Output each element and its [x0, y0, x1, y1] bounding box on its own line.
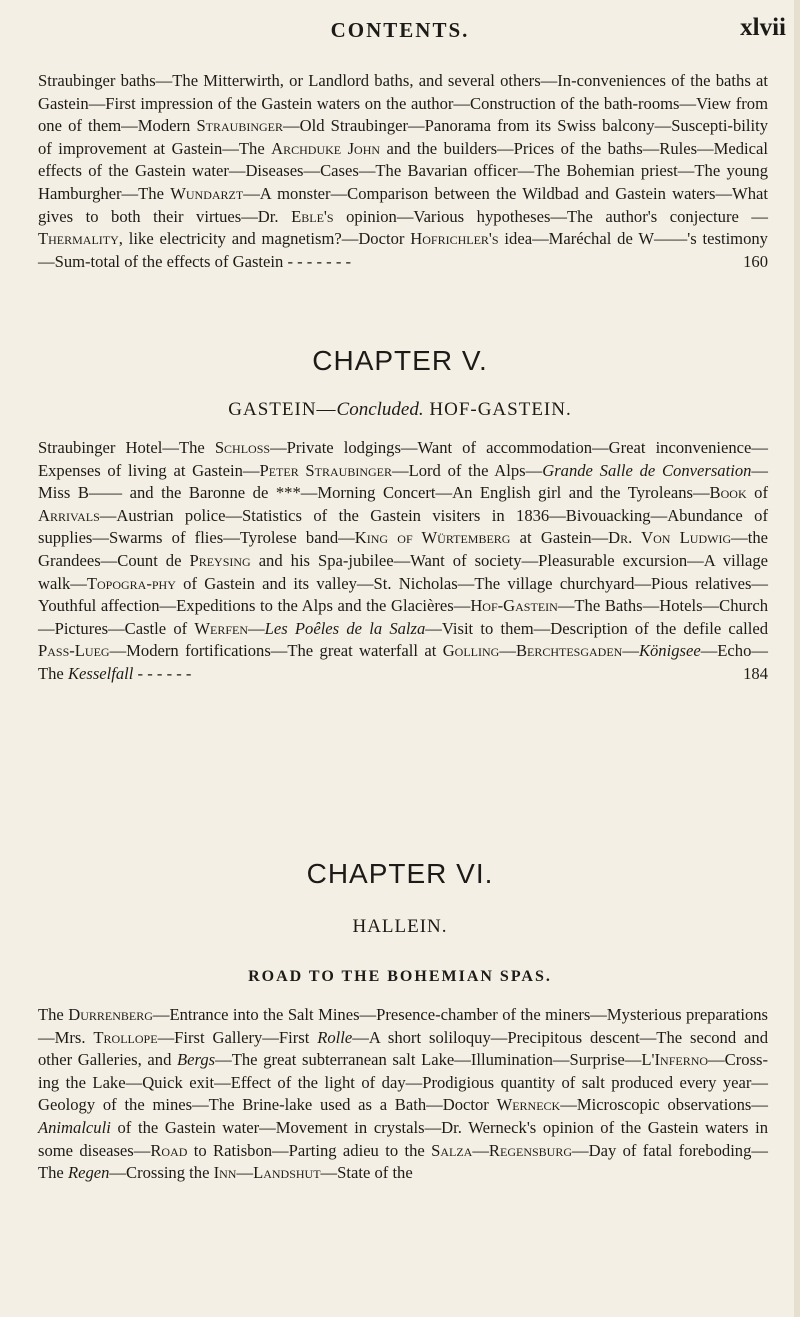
text: —Lord of the Alps— [392, 460, 543, 480]
chapter6-summary [38, 1004, 768, 1185]
text: Straubinger Hotel—The [38, 438, 215, 457]
text: —State of the [320, 1163, 413, 1183]
small-caps: Dr. Von Ludwig [608, 528, 732, 548]
chapter5-heading: CHAPTER V. [312, 345, 488, 376]
text: —Crossing the [109, 1163, 214, 1183]
text: —A short soliloquy—Precipitous descent—The second and other Galleries, and [38, 1027, 769, 1070]
small-caps: King of Würtemberg [354, 528, 511, 548]
text: —Private lodgings—Want of accommodation—Great inconvenience—Expenses of living at Gastein— [38, 438, 768, 480]
text: of Gastein and its valley—St. Nicholas—The village churchyard—Pious relatives—Youthful affection—Expeditions to the Alps and the Glacières— [38, 573, 768, 616]
small-caps: Werneck [496, 1095, 561, 1115]
small-caps: Inn [213, 1163, 237, 1183]
small-caps: Trollope [93, 1027, 158, 1047]
chapter5-subtitle [0, 399, 800, 421]
chapter4-summary [38, 70, 768, 273]
text: —Modern fortifications—The great waterfall at [109, 641, 443, 661]
italic: Königsee [638, 641, 701, 661]
text: —Old Straubinger—Panorama from its Swiss balcony—Suscepti-bility of improvement at Gastein—The [38, 116, 768, 158]
text: - - - - - - [133, 663, 192, 683]
page-edge [794, 0, 800, 1317]
italic: Rolle [317, 1027, 353, 1047]
text: — [248, 618, 265, 638]
small-caps: Inferno [654, 1050, 709, 1070]
small-caps: Regensburg [488, 1140, 572, 1160]
small-caps: Schloss [214, 438, 271, 457]
italic: Kesselfall [67, 663, 134, 683]
text: —Microscopic observations— [560, 1095, 768, 1115]
small-caps: Thermality, [38, 229, 123, 249]
small-caps: Salza [431, 1140, 473, 1160]
text: HOF-GASTEIN. [423, 399, 572, 420]
text: —First Gallery—First [157, 1027, 318, 1047]
text: like electricity and magnetism?—Doctor [122, 229, 411, 249]
italic: Regen [67, 1163, 110, 1183]
text: opinion—Various hypotheses—The author's conjecture — [333, 206, 768, 226]
small-caps: Preysing [189, 550, 251, 570]
small-caps: Eble's [291, 206, 334, 226]
small-caps: Hofrichler's [410, 229, 499, 249]
text: — [622, 641, 639, 661]
italic: Bergs [177, 1050, 216, 1070]
text: Straubinger baths—The Mitterwirth, or Landlord baths, and several others—In-conveniences of the baths at Gastein—First impression of the Gastein waters on the author—Construction of the bath-rooms—View from one of them—Modern [38, 71, 768, 136]
text: of the Gastein water—Movement in crystals—Dr. Werneck's opinion of the Gastein waters in some diseases— [38, 1117, 768, 1160]
chapter6-subtitle: ROAD TO THE BOHEMIAN SPAS. [248, 968, 552, 985]
chapter4-page-ref: 160 [743, 251, 768, 271]
running-title: CONTENTS. [330, 18, 470, 42]
small-caps: Berchtesgaden [515, 641, 623, 661]
text: of [746, 483, 768, 503]
small-caps: Peter Straubinger [259, 460, 392, 480]
small-caps: Durrenberg [68, 1005, 153, 1024]
text: idea—Maréchal de W——'s testimony—Sum-total of the effects of Gastein - - - - - - - [38, 229, 768, 271]
text: —Cross-ing the Lake—Quick exit—Effect of the light of day—Prodigious quantity of salt produced every year—Geology of the mines—The Brine-lake used as a Bath—Doctor [38, 1050, 769, 1115]
page-number: xlvii [740, 14, 786, 41]
text: —the Grandees—Count de [38, 528, 768, 570]
small-caps: Wundarzt [170, 183, 244, 203]
small-caps: Topogra-phy [86, 573, 176, 593]
text: to Ratisbon—Parting adieu to the [187, 1140, 432, 1160]
text: at Gastein— [510, 528, 609, 548]
text: and his Spa-jubilee—Want of society—Pleasurable excursion—A village walk— [38, 550, 768, 593]
text: — [236, 1163, 254, 1183]
text: — [499, 641, 516, 661]
text: —Austrian police—Statistics of the Gastein visiters in 1836—Bivouacking—Abundance of supplies—Swarms of flies—Tyrolese band— [38, 505, 768, 548]
text: —A monster—Comparison between the Wildbad and Gastein waters—What gives to both their virtues—Dr. [38, 183, 768, 226]
chapter5-page-ref: 184 [743, 663, 768, 683]
italic: Grande Salle de Conversation [542, 460, 752, 480]
small-caps: Werfen [194, 618, 249, 638]
text: —Echo—The [38, 641, 768, 683]
italic: Les Poêles de la Salza [264, 618, 426, 638]
text: —Day of fatal foreboding—The [38, 1140, 768, 1183]
chapter6-heading: CHAPTER VI. [306, 858, 494, 889]
chapter6-title: HALLEIN. [352, 916, 448, 937]
small-caps: Hof-Gastein [470, 596, 558, 616]
small-caps: Road [150, 1140, 188, 1160]
text: —Visit to them—Description of the defile called [425, 618, 769, 638]
italic: Animalculi [38, 1117, 111, 1137]
small-caps: Golling [442, 641, 500, 661]
small-caps: Arrivals [38, 505, 100, 525]
small-caps: Pass-Lueg [38, 641, 110, 661]
text: — [472, 1140, 489, 1160]
chapter5-summary [38, 437, 768, 686]
running-head [0, 14, 800, 54]
small-caps: Straubinger [196, 116, 283, 136]
text: The [38, 1005, 69, 1024]
italic: Concluded. [336, 399, 424, 420]
text: —Entrance into the Salt Mines—Presence-chamber of the miners—Mysterious preparations—Mrs. [38, 1005, 769, 1047]
small-caps: Landshut [253, 1163, 321, 1183]
text: —The Baths—Hotels—Church—Pictures—Castle of [38, 596, 768, 638]
text: —The great subterranean salt Lake—Illumination—Surprise—L' [215, 1050, 655, 1070]
small-caps: Book [709, 483, 747, 503]
small-caps: Archduke John [271, 138, 381, 158]
text: —Miss B—— and the Baronne de ***—Morning Concert—An English girl and the Tyroleans— [38, 460, 769, 503]
text: and the builders—Prices of the baths—Rules—Medical effects of the Gastein water—Diseases—Cases—The Bavarian officer—The Bohemian priest—The young Hamburgher—The [38, 138, 769, 203]
text: GASTEIN— [228, 399, 337, 420]
